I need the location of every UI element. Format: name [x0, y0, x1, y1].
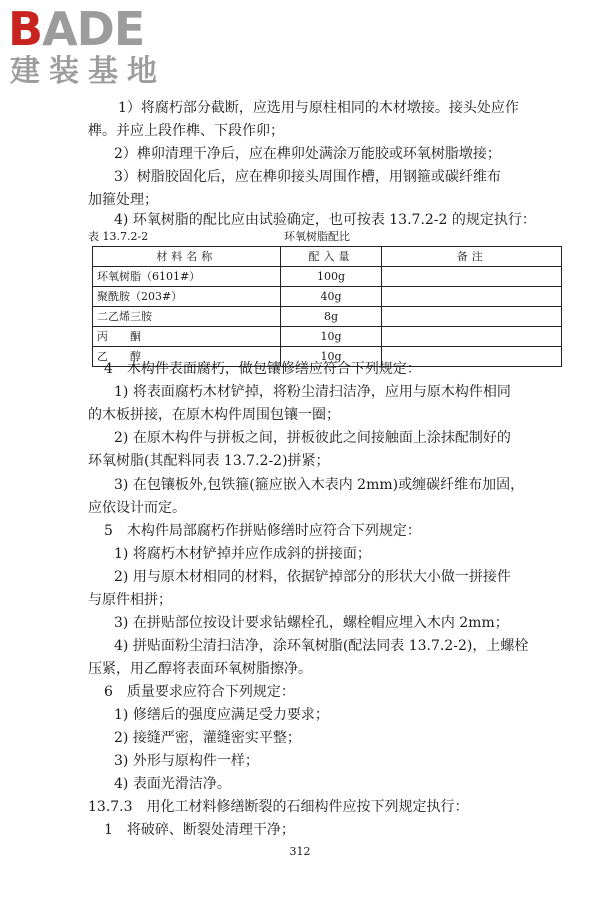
cell-material: 丙 酮	[93, 327, 281, 347]
text-line: 榫。并应上段作榫、下段作卯；	[88, 123, 284, 139]
header-amount: 配入量	[280, 247, 382, 267]
text-line: 1) 修缮后的强度应满足受力要求；	[114, 707, 329, 723]
text-line: 环氧树脂(其配料同表 13.7.2-2)拼紧；	[88, 453, 330, 469]
text-line: 2）榫卯清理干净后，应在榫卯处满涂万能胶或环氧树脂墩接；	[114, 146, 501, 162]
cell-material: 聚酰胺（203#）	[93, 287, 281, 307]
cell-amount: 10g	[280, 327, 382, 347]
text-line: 4) 表面光滑洁净。	[114, 776, 231, 792]
header-material: 材料名称	[93, 247, 281, 267]
cell-material: 乙 醇	[93, 347, 281, 367]
cell-remark	[382, 267, 562, 287]
text-line: 与原件相拼；	[88, 592, 172, 608]
cell-material: 二乙烯三胺	[93, 307, 281, 327]
epoxy-ratio-table	[92, 246, 562, 367]
text-line: 2) 接缝严密，灌缝密实平整；	[114, 730, 301, 746]
text-line: 2) 用与原木材相同的材料，依据铲掉部分的形状大小做一拼接件	[114, 569, 511, 585]
text-line: 3) 在包镶板外,包铁箍(箍应嵌入木表内 2mm)或缠碳纤维布加固，	[114, 477, 525, 493]
cell-remark	[382, 307, 562, 327]
table-title: 环氧树脂配比	[284, 230, 350, 243]
logo-subtitle: 建装基地	[10, 54, 166, 89]
table-row	[93, 327, 562, 347]
cell-amount: 100g	[280, 267, 382, 287]
bade-logo	[8, 4, 183, 96]
table-row	[93, 267, 562, 287]
table-row	[93, 287, 562, 307]
text-line: 4) 环氧树脂的配比应由试验确定，也可按表 13.7.2-2 的规定执行：	[114, 212, 536, 228]
text-line: 3) 在拼贴部位按设计要求钻螺栓孔，螺栓帽应埋入木内 2mm；	[114, 615, 509, 631]
cell-amount: 8g	[280, 307, 382, 327]
text-line: 3）树脂胶固化后，应在榫卯接头周围作槽，用钢箍或碳纤维布	[114, 169, 501, 185]
cell-amount: 10g	[280, 347, 382, 367]
text-line: 5 木构件局部腐朽作拼贴修缮时应符合下列规定：	[104, 523, 421, 539]
page-number: 312	[289, 845, 311, 858]
table-number: 表 13.7.2-2	[88, 230, 149, 243]
cell-remark	[382, 287, 562, 307]
logo-wordmark: BADE	[8, 2, 145, 56]
text-line: 2) 在原木构件与拼板之间，拼板彼此之间接触面上涂抹配制好的	[114, 430, 511, 446]
text-line: 1 将破碎、断裂处清理干净；	[104, 822, 295, 838]
text-line: 1) 将表面腐朽木材铲掉，将粉尘清扫洁净，应用与原木构件相同	[114, 384, 511, 400]
text-line: 3) 外形与原构件一样；	[114, 753, 259, 769]
text-line: 4) 拼贴面粉尘清扫洁净，涂环氧树脂(配法同表 13.7.2-2)，上螺栓	[114, 638, 529, 654]
text-line: 1）将腐朽部分截断，应选用与原柱相同的木材墩接。接头处应作	[118, 100, 519, 116]
table-row	[93, 307, 562, 327]
cell-amount: 40g	[280, 287, 382, 307]
text-line: 压紧，用乙醇将表面环氧树脂擦净。	[88, 661, 312, 677]
cell-remark	[382, 327, 562, 347]
cell-material: 环氧树脂（6101#）	[93, 267, 281, 287]
table-header-row	[93, 247, 562, 267]
text-line: 4 木构件表面腐朽，做包镶修缮应符合下列规定：	[104, 361, 421, 377]
text-line: 应依设计而定。	[88, 500, 186, 516]
text-line: 6 质量要求应符合下列规定：	[104, 684, 295, 700]
text-line: 的木板拼接，在原木构件周围包镶一圈；	[88, 407, 340, 423]
header-remark: 备注	[382, 247, 562, 267]
text-line: 1) 将腐朽木材铲掉并应作成斜的拼接面；	[114, 546, 371, 562]
text-line: 13.7.3 用化工材料修缮断裂的石细构件应按下列规定执行：	[88, 799, 469, 815]
text-line: 加箍处理；	[88, 192, 158, 208]
